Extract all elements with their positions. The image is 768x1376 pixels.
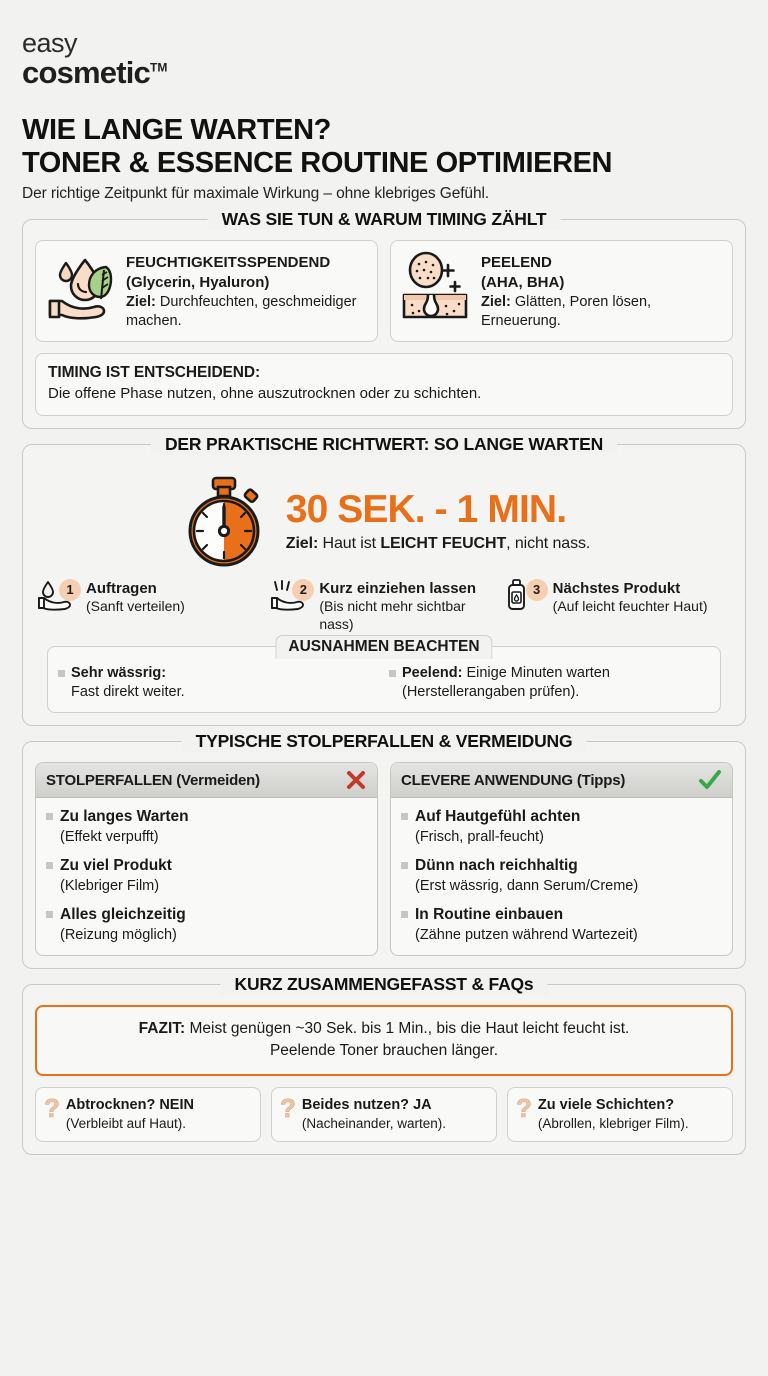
faq-question-1: Abtrocknen? NEIN xyxy=(65,1097,194,1114)
card-hydrating-goal-label: Ziel: xyxy=(126,293,156,310)
step-sub-1: (Sanft verteilen) xyxy=(86,597,185,614)
card-hydrating-line1: FEUCHTIGKEITSSPENDEND xyxy=(126,254,331,272)
pitfall-text xyxy=(60,905,186,944)
card-hydrating-text xyxy=(126,251,367,331)
cross-icon xyxy=(345,769,367,791)
question-mark-icon: ? xyxy=(44,1093,60,1124)
tip-item xyxy=(401,905,722,944)
exception-rest-2: Einige Minuten warten xyxy=(462,664,610,681)
step-item-1 xyxy=(37,579,264,634)
section-title-1: WAS SIE TUN & WARUM TIMING ZÄHLT xyxy=(208,209,561,230)
faq-text-3 xyxy=(538,1096,689,1132)
pitfall-text xyxy=(60,807,189,846)
tip-item xyxy=(401,856,722,895)
card-exfoliating xyxy=(390,240,733,342)
timing-callout-heading: TIMING IST ENTSCHEIDEND: xyxy=(48,363,261,381)
exception-item-2 xyxy=(389,664,710,702)
exception-second-2: (Herstellerangaben prüfen). xyxy=(402,683,580,700)
exception-item-1 xyxy=(58,664,379,702)
bullet-icon xyxy=(46,813,53,820)
pitfall-title: Zu langes Warten xyxy=(60,808,189,826)
bullet-icon xyxy=(46,911,53,918)
card-hydrating-goal xyxy=(126,293,367,331)
section-summary-faqs xyxy=(22,974,746,1155)
pitfall-sub: (Effekt verpufft) xyxy=(60,828,159,845)
step-text-1 xyxy=(86,579,185,616)
bullet-icon xyxy=(46,862,53,869)
steps-list xyxy=(37,579,731,634)
tip-title: Dünn nach reichhaltig xyxy=(415,857,578,875)
card-hydrating-goal-text: Durchfeuchten, geschmeidiger machen. xyxy=(126,293,357,329)
wait-time-value: 30 SEK. - 1 MIN. xyxy=(285,488,567,532)
pitfall-item xyxy=(46,856,367,895)
tip-sub: (Frisch, prall-feucht) xyxy=(415,828,544,845)
exceptions-block xyxy=(47,637,721,714)
trademark-symbol: TM xyxy=(150,60,168,75)
step-number-3: 3 xyxy=(526,579,548,601)
wait-time-goal-post: , nicht nass. xyxy=(506,535,591,553)
step-item-3 xyxy=(504,579,731,634)
pore-exfoliation-icon xyxy=(399,251,473,323)
section-pitfalls xyxy=(22,731,746,969)
faq-answer-3: (Abrollen, klebriger Film). xyxy=(537,1115,689,1131)
tip-title: Auf Hautgefühl achten xyxy=(415,808,581,826)
page-title-line2: TONER & ESSENCE ROUTINE OPTIMIEREN xyxy=(22,147,613,180)
faq-list xyxy=(35,1087,733,1142)
card-hydrating-line2: (Glycerin, Hyaluron) xyxy=(126,273,270,291)
bullet-icon xyxy=(401,813,408,820)
card-exfoliating-goal xyxy=(481,293,722,331)
section-title-4: KURZ ZUSAMMENGEFASST & FAQs xyxy=(221,974,548,995)
tip-text xyxy=(415,807,580,846)
exception-second-1: Fast direkt weiter. xyxy=(71,683,185,700)
check-icon xyxy=(698,769,722,791)
bullet-icon xyxy=(389,670,396,677)
fazit-label: FAZIT: xyxy=(138,1020,186,1038)
step-text-2 xyxy=(319,579,497,634)
step-sub-3: (Auf leicht feuchter Haut) xyxy=(552,597,708,614)
exception-bold-1: Sehr wässrig: xyxy=(71,664,167,681)
bullet-icon xyxy=(401,862,408,869)
wait-time-goal xyxy=(286,535,590,553)
card-exfoliating-goal-label: Ziel: xyxy=(481,293,511,310)
brand-logo-line1: easy xyxy=(22,28,78,58)
card-hydrating xyxy=(35,240,378,342)
hand-droplet-leaf-icon xyxy=(44,251,118,323)
faq-question-2: Beides nutzen? JA xyxy=(301,1097,432,1114)
step-title-1: Auftragen xyxy=(86,579,157,597)
card-exfoliating-line1: PEELEND xyxy=(481,254,552,272)
section-practical-guide xyxy=(22,433,746,727)
faq-text-1 xyxy=(66,1096,194,1132)
card-exfoliating-text xyxy=(481,251,722,331)
faq-card-3[interactable] xyxy=(507,1087,733,1142)
wait-time-goal-strong: LEICHT FEUCHT xyxy=(380,535,507,553)
card-exfoliating-goal-text: Glätten, Poren lösen, Erneuerung. xyxy=(481,293,652,329)
pitfall-sub: (Klebriger Film) xyxy=(60,877,160,894)
step-number-2: 2 xyxy=(292,579,314,601)
faq-card-2[interactable] xyxy=(271,1087,497,1142)
fazit-line1: Meist genügen ~30 Sek. bis 1 Min., bis die Haut leicht feucht ist. xyxy=(185,1020,630,1038)
faq-card-1[interactable] xyxy=(35,1087,261,1142)
pitfalls-header-label: STOLPERFALLEN (Vermeiden) xyxy=(46,771,260,789)
question-mark-icon: ? xyxy=(280,1093,296,1124)
pitfall-title: Zu viel Produkt xyxy=(60,857,172,875)
step-title-2: Kurz einziehen lassen xyxy=(319,579,477,597)
section-title-3: TYPISCHE STOLPERFALLEN & VERMEIDUNG xyxy=(182,731,587,752)
tips-header xyxy=(391,763,732,798)
pitfall-item xyxy=(46,905,367,944)
faq-text-2 xyxy=(302,1096,446,1132)
faq-answer-1: (Verbleibt auf Haut). xyxy=(65,1115,186,1131)
brand-logo-line2 xyxy=(22,57,167,88)
wait-time-goal-label: Ziel: xyxy=(285,535,319,553)
step-sub-2: (Bis nicht mehr sichtbar nass) xyxy=(319,597,466,632)
bottle-icon xyxy=(504,579,548,613)
brand-logo-word: cosmetic xyxy=(22,55,150,90)
pitfall-item xyxy=(46,807,367,846)
exception-text-2 xyxy=(402,664,610,702)
pitfalls-header xyxy=(36,763,377,798)
exception-bold-2: Peelend: xyxy=(402,664,463,681)
tip-title: In Routine einbauen xyxy=(415,906,564,924)
step-text-3 xyxy=(553,579,708,616)
brand-logo xyxy=(22,30,746,88)
hand-absorb-icon xyxy=(270,579,314,613)
faq-answer-2: (Nacheinander, warten). xyxy=(301,1115,446,1131)
exceptions-title: AUSNAHMEN BEACHTEN xyxy=(275,635,492,659)
tip-sub: (Zähne putzen während Wartezeit) xyxy=(415,926,638,943)
wait-time-goal-pre: Haut ist xyxy=(318,535,381,553)
step-number-1: 1 xyxy=(59,579,81,601)
pitfall-title: Alles gleichzeitig xyxy=(60,906,186,924)
fazit-line2: Peelende Toner brauchen länger. xyxy=(269,1041,499,1059)
step-title-3: Nächstes Produkt xyxy=(552,579,681,597)
stopwatch-icon xyxy=(178,473,270,569)
page-title-line1: WIE LANGE WARTEN? xyxy=(22,114,331,146)
tip-item xyxy=(401,807,722,846)
card-exfoliating-line2: (AHA, BHA) xyxy=(481,273,565,291)
tips-column xyxy=(390,762,733,956)
tip-sub: (Erst wässrig, dann Serum/Creme) xyxy=(415,877,639,894)
section-what-you-do xyxy=(22,209,746,429)
pitfall-sub: (Reizung möglich) xyxy=(60,926,177,943)
exception-text-1 xyxy=(71,664,185,702)
timing-callout xyxy=(35,353,733,416)
timing-callout-text: Die offene Phase nutzen, ohne auszutrocknen oder zu schichten. xyxy=(48,384,482,402)
pitfall-text xyxy=(60,856,172,895)
tips-header-label: CLEVERE ANWENDUNG (Tipps) xyxy=(401,771,626,789)
section-title-2: DER PRAKTISCHE RICHTWERT: SO LANGE WARTEN xyxy=(151,434,617,455)
faq-question-3: Zu viele Schichten? xyxy=(537,1097,675,1114)
question-mark-icon: ? xyxy=(516,1093,532,1124)
bullet-icon xyxy=(58,670,65,677)
page-subtitle: Der richtige Zeitpunkt für maximale Wirkung – ohne klebriges Gefühl. xyxy=(22,185,490,203)
tip-text xyxy=(415,905,638,944)
fazit-callout xyxy=(35,1005,733,1076)
bullet-icon xyxy=(401,911,408,918)
tip-text xyxy=(415,856,638,895)
pitfalls-column xyxy=(35,762,378,956)
step-item-2 xyxy=(270,579,497,634)
hand-drop-icon xyxy=(37,579,81,613)
